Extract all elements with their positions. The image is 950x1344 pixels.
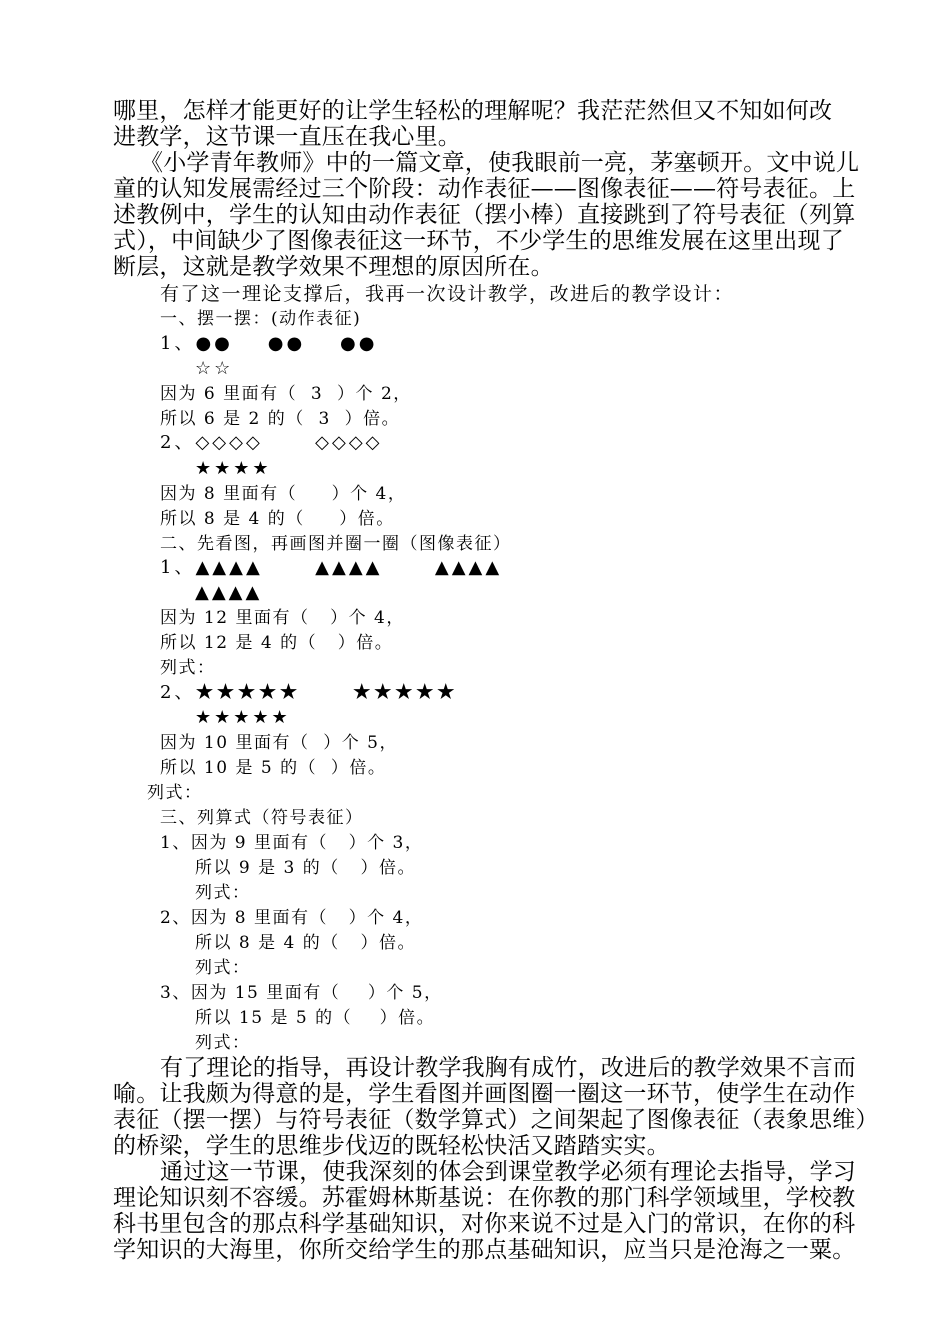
paragraph-line: 式），中间缺少了图像表征这一环节，不少学生的思维发展在这里出现了: [113, 228, 844, 254]
paragraph-line: 《小学青年教师》中的一篇文章，使我眼前一亮，茅塞顿开。文中说儿: [140, 150, 860, 176]
exercise-line: 所以 6 是 2 的（ 3 ）倍。: [160, 409, 401, 429]
exercise-line: 所以 8 是 4 的（ ）倍。: [195, 933, 416, 953]
exercise-line: 所以 8 是 4 的（ ）倍。: [160, 509, 395, 529]
paragraph-line: 通过这一节课，使我深刻的体会到课堂教学必须有理论去指导，学习: [160, 1159, 856, 1185]
paragraph-line: 进教学，这节课一直压在我心里。: [113, 124, 461, 150]
shape-row: ★★★★★: [195, 707, 291, 728]
shape-row: 1、●● ●● ●●: [160, 333, 378, 354]
paragraph-line: 表征（摆一摆）与符号表征（数学算式）之间架起了图像表征（表象思维）: [113, 1107, 879, 1133]
shape-row: ★★★★: [195, 458, 272, 479]
paragraph-line: 童的认知发展需经过三个阶段：动作表征——图像表征——符号表征。上: [113, 176, 856, 202]
paragraph-line: 科书里包含的那点科学基础知识，对你来说不过是入门的常识，在你的科: [113, 1211, 856, 1237]
paragraph-line: 学知识的大海里，你所交给学生的那点基础知识，应当只是沧海之一粟。: [113, 1237, 856, 1263]
exercise-line: 3、因为 15 里面有（ ）个 5，: [160, 983, 443, 1003]
exercise-line: 因为 8 里面有（ ）个 4，: [160, 484, 407, 504]
exercise-line: 1、因为 9 里面有（ ）个 3，: [160, 833, 424, 853]
section-heading: 一、摆一摆：(动作表征): [160, 309, 362, 329]
exercise-line: 因为 6 里面有（ 3 ）个 2，: [160, 384, 412, 404]
formula-label: 列式：: [195, 883, 251, 903]
shape-row: 1、▲▲▲▲ ▲▲▲▲ ▲▲▲▲: [160, 557, 503, 578]
section-heading: 三、列算式（符号表征）: [160, 808, 364, 828]
paragraph-line: 的桥梁，学生的思维步伐迈的既轻松快活又踏踏实实。: [113, 1133, 670, 1159]
formula-label: 列式：: [195, 1033, 251, 1053]
paragraph-line: 有了理论的指导，再设计教学我胸有成竹，改进后的教学效果不言而: [160, 1055, 856, 1081]
paragraph-line: 理论知识刻不容缓。苏霍姆林斯基说：在你教的那门科学领域里，学校教: [113, 1185, 856, 1211]
exercise-line: 2、因为 8 里面有（ ）个 4，: [160, 908, 424, 928]
shape-row: ▲▲▲▲: [195, 582, 263, 603]
section-heading: 二、先看图，再画图并圈一圈（图像表征）: [160, 534, 512, 554]
shape-row: ☆☆: [195, 358, 234, 379]
exercise-line: 所以 9 是 3 的（ ）倍。: [195, 858, 416, 878]
paragraph-line: 哪里，怎样才能更好的让学生轻松的理解呢？我茫茫然但又不知如何改: [113, 98, 833, 124]
shape-row: 2、★★★★★ ★★★★★: [160, 682, 458, 703]
formula-label: 列式：: [195, 958, 251, 978]
exercise-line: 所以 12 是 4 的（ ）倍。: [160, 633, 394, 653]
exercise-line: 所以 15 是 5 的（ ）倍。: [195, 1008, 436, 1028]
paragraph-line: 有了这一理论支撑后，我再一次设计教学，改进后的教学设计：: [160, 283, 735, 305]
exercise-line: 因为 12 里面有（ ）个 4，: [160, 608, 405, 628]
paragraph-line: 述教例中，学生的认知由动作表征（摆小棒）直接跳到了符号表征（列算: [113, 202, 856, 228]
paragraph-line: 喻。让我颇为得意的是，学生看图并画图圈一圈这一环节，使学生在动作: [113, 1081, 856, 1107]
shape-row: 2、◇◇◇◇ ◇◇◇◇: [160, 432, 383, 453]
exercise-line: 所以 10 是 5 的（ ）倍。: [160, 758, 387, 778]
paragraph-line: 断层，这就是教学效果不理想的原因所在。: [113, 254, 554, 280]
formula-label: 列式：: [147, 783, 203, 803]
exercise-line: 因为 10 里面有（ ）个 5，: [160, 733, 398, 753]
formula-label: 列式：: [160, 658, 216, 678]
